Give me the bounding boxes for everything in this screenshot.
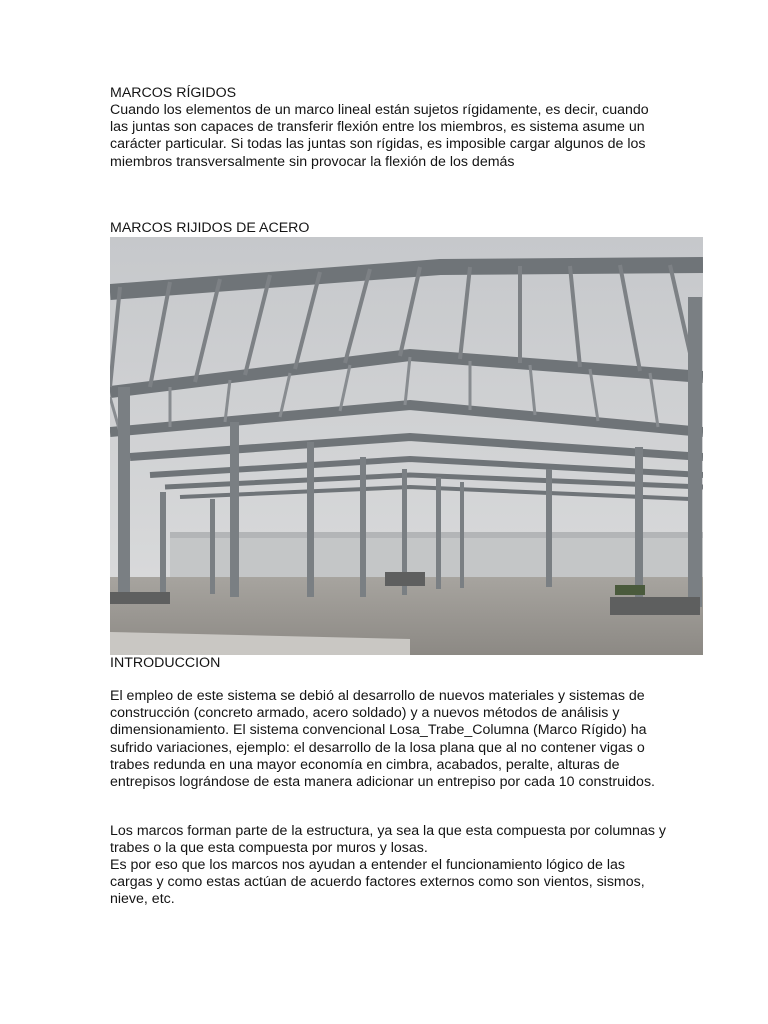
heading-marcos-acero: MARCOS RIJIDOS DE ACERO bbox=[110, 220, 310, 236]
paragraph-marcos-rigidos: Cuando los elementos de un marco lineal están sujetos rígidamente, es decir, cuando las juntas son capaces de transferir flexión entre los miembros, es sistema asume un carácter particular. Si todas las juntas son rígidas, es imposible cargar algunos de los miembros transversalmente sin provocar la flexión de los demás bbox=[110, 102, 649, 170]
heading-marcos-rigidos: MARCOS RÍGIDOS bbox=[110, 85, 237, 101]
paragraph-introduccion-3: Es por eso que los marcos nos ayudan a entender el funcionamiento lógico de las cargas y como estas actúan de acuerdo factores externos como son vientos, sismos, nieve, etc. bbox=[110, 857, 645, 908]
steel-frame-photo bbox=[110, 237, 703, 655]
heading-introduccion: INTRODUCCION bbox=[110, 655, 221, 671]
paragraph-introduccion-2: Los marcos forman parte de la estructura, ya sea la que esta compuesta por columnas y trabes o la que esta compuesta por muros y losas. bbox=[110, 823, 666, 857]
paragraph-introduccion-1: El empleo de este sistema se debió al desarrollo de nuevos materiales y sistemas de construcción (concreto armado, acero soldado) y a nuevos métodos de análisis y dimensionamiento. El sistema convencional Losa_Trabe_Columna (Marco Rígido) ha sufrido variaciones, ejemplo: el desarrollo de la losa plana que al no contener vigas o trabes redunda en una mayor economía en cimbra, acabados, peralte, alturas de entrepisos lográndose de esta manera adicionar un entrepiso por cada 10 construidos. bbox=[110, 688, 655, 791]
